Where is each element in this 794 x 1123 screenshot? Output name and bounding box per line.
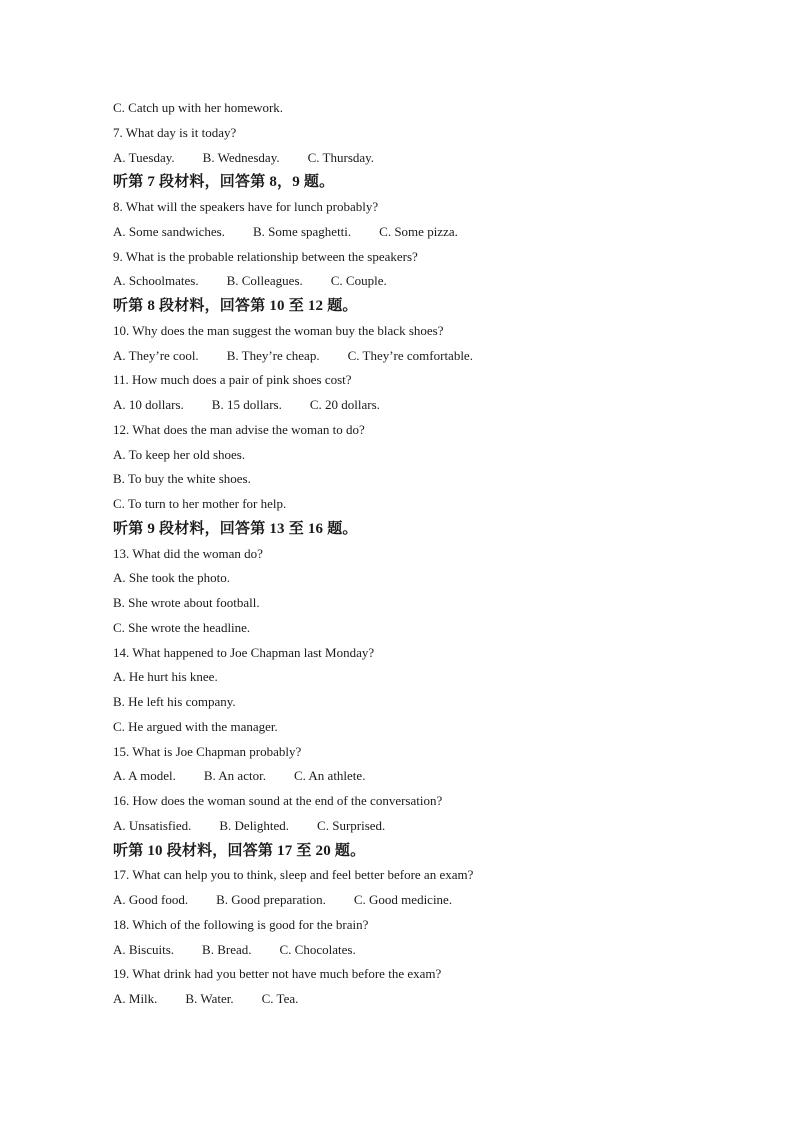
question-text: 10. Why does the man suggest the woman buy the black shoes? xyxy=(113,322,444,338)
question-text: 16. How does the woman sound at the end of the conversation? xyxy=(113,793,443,808)
answer-option: A. Good food. xyxy=(113,892,189,907)
question-text: 9. What is the probable relationship between the speakers? xyxy=(113,248,418,264)
question-text: 11. How much does a pair of pink shoes cost? xyxy=(113,372,352,388)
answer-option: A. Tuesday. xyxy=(113,149,175,165)
answer-options-row xyxy=(113,220,713,245)
question-text: 8. What will the speakers have for lunch probably? xyxy=(113,199,379,214)
answer-options-row xyxy=(113,764,713,789)
question-text: 7. What day is it today? xyxy=(113,124,237,140)
question-text: 13. What did the woman do? xyxy=(113,545,263,561)
answer-options-row xyxy=(113,814,713,839)
answer-options-row xyxy=(113,344,713,369)
answer-option: C. Good medicine. xyxy=(353,892,453,907)
answer-option: B. Bread. xyxy=(202,941,252,957)
question-text: C. Catch up with her homework. xyxy=(113,100,284,115)
answer-option: A. Biscuits. xyxy=(113,941,175,957)
question-text: 17. What can help you to think, sleep and feel better before an exam? xyxy=(113,867,474,883)
question-text: B. To buy the white shoes. xyxy=(113,471,251,487)
answer-option: C. Chocolates. xyxy=(279,941,356,957)
answer-option: B. Water. xyxy=(185,991,234,1006)
answer-option: A. Unsatisfied. xyxy=(113,817,192,833)
section-heading: 听第 8 段材料，回答第 10 至 12 题。 xyxy=(113,298,358,314)
answer-option: B. Some spaghetti. xyxy=(252,223,352,239)
question-text: A. To keep her old shoes. xyxy=(113,446,246,462)
answer-options-row xyxy=(113,269,713,294)
answer-options-row xyxy=(113,987,713,1012)
question-text: 15. What is Joe Chapman probably? xyxy=(113,743,302,759)
question-text: B. She wrote about football. xyxy=(113,595,260,610)
answer-options-row xyxy=(113,146,713,171)
answer-option: B. They’re cheap. xyxy=(226,347,320,363)
question-text: 18. Which of the following is good for the brain? xyxy=(113,916,369,932)
answer-option: B. Colleagues. xyxy=(226,273,303,289)
question-text: 12. What does the man advise the woman to do? xyxy=(113,421,365,437)
document-page xyxy=(113,96,713,1012)
answer-options-row xyxy=(113,938,713,963)
answer-option: A. They’re cool. xyxy=(113,347,199,363)
answer-option: A. 10 dollars. xyxy=(113,397,184,412)
answer-option: B. Wednesday. xyxy=(202,149,280,165)
section-heading: 听第 9 段材料，回答第 13 至 16 题。 xyxy=(113,520,358,537)
section-heading: 听第 10 段材料，回答第 17 至 20 题。 xyxy=(113,842,366,859)
answer-option: B. 15 dollars. xyxy=(211,397,282,412)
answer-option: A. Schoolmates. xyxy=(113,273,199,289)
question-text: B. He left his company. xyxy=(113,694,236,709)
question-text: 14. What happened to Joe Chapman last Monday? xyxy=(113,644,375,660)
section-heading: 听第 7 段材料，回答第 8，9 题。 xyxy=(113,174,335,191)
question-text: A. She took the photo. xyxy=(113,570,230,586)
answer-option: C. Thursday. xyxy=(307,149,375,165)
answer-option: C. Some pizza. xyxy=(379,223,458,239)
answer-option: B. Good preparation. xyxy=(216,892,326,907)
question-text: C. He argued with the manager. xyxy=(113,718,278,734)
question-text: 19. What drink had you better not have much before the exam? xyxy=(113,966,442,982)
answer-option: A. Milk. xyxy=(113,991,158,1006)
answer-option: C. Couple. xyxy=(330,273,387,289)
question-text: C. She wrote the headline. xyxy=(113,619,251,635)
answer-option: B. An actor. xyxy=(203,768,266,784)
answer-option: C. Tea. xyxy=(261,991,299,1006)
answer-option: C. They’re comfortable. xyxy=(347,347,473,363)
answer-option: C. Surprised. xyxy=(317,817,386,833)
answer-option: B. Delighted. xyxy=(219,817,290,833)
answer-option: C. An athlete. xyxy=(293,768,366,784)
answer-option: C. 20 dollars. xyxy=(309,397,380,412)
answer-option: A. Some sandwiches. xyxy=(113,223,225,239)
answer-option: A. A model. xyxy=(113,768,176,784)
question-text: C. To turn to her mother for help. xyxy=(113,496,287,511)
answer-options-row xyxy=(113,888,713,913)
question-text: A. He hurt his knee. xyxy=(113,669,218,685)
answer-options-row xyxy=(113,393,713,418)
